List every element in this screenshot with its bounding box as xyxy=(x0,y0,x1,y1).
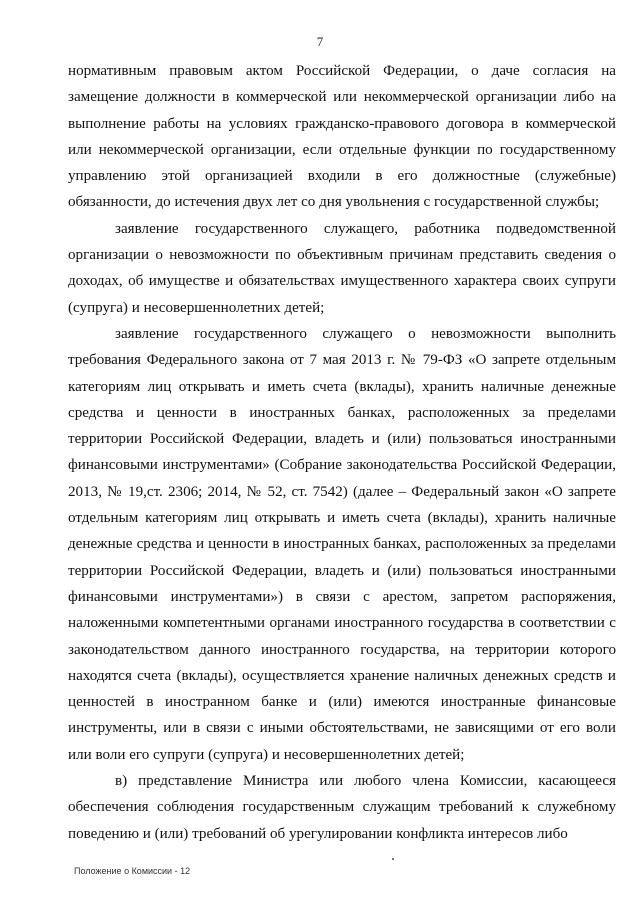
document-body xyxy=(68,58,616,847)
paragraph-minister-submission: в) представление Министра или любого члена Комиссии, касающееся обеспечения соблюдения государственным служащим требований к служебному поведению и (или) требований об урегулировании конфликта интересов либо xyxy=(68,773,616,842)
paragraph-foreign-accounts-statement: заявление государственного служащего о невозможности выполнить требования Федерального закона от 7 мая 2013 г. № 79-ФЗ «О запрете отдельным категориям лиц открывать и иметь счета (вклады), хранить наличные денежные средства и ценности в иностранных банках, расположенных за пределами территории Российской Федерации, владеть и (или) пользоваться иностранными финансовыми инструментами» (Собрание законодательства Российской Федерации, 2013, № 19,ст. 2306; 2014, № 52, ст. 7542) (далее – Федеральный закон «О запрете отдельным категориям лиц открывать и иметь счета (вклады), хранить наличные денежные средства и ценности в иностранных банках, расположенных за пределами территории Российской Федерации, владеть и (или) пользоваться иностранными финансовыми инструментами») в связи с арестом, запретом распоряжения, наложенными компетентными органами иностранного государства в соответствии с законодательством данного иностранного государства, на территории которого находятся счета (вклады), осуществляется хранение наличных денежных средств и ценностей в иностранном банке и (или) имеются иностранные финансовые инструменты, или в связи с иными обстоятельствами, не зависящими от его воли или воли его супруги (супруга) и несовершеннолетних детей; xyxy=(68,325,616,763)
scan-speck xyxy=(392,858,394,860)
footer-note: Положение о Комиссии - 12 xyxy=(74,866,191,876)
paragraph-spouse-income-statement: заявление государственного служащего, работника подведомственной организации о невозможности по объективным причинам представить сведения о доходах, об имуществе и обязательствах имущественного характера своих супруги (супруга) и несовершеннолетних детей; xyxy=(68,220,616,316)
page-number: 7 xyxy=(316,34,324,49)
paragraph-former-employment-consent: нормативным правовым актом Российской Федерации, о даче согласия на замещение должности в коммерческой или некоммерческой организации либо на выполнение работы на условиях гражданско-правового договора в коммерческой или некоммерческой организации, если отдельные функции по государственному управлению этой организацией входили в его должностные (служебные) обязанности, до истечения двух лет со дня увольнения с государственной службы; xyxy=(68,63,616,211)
